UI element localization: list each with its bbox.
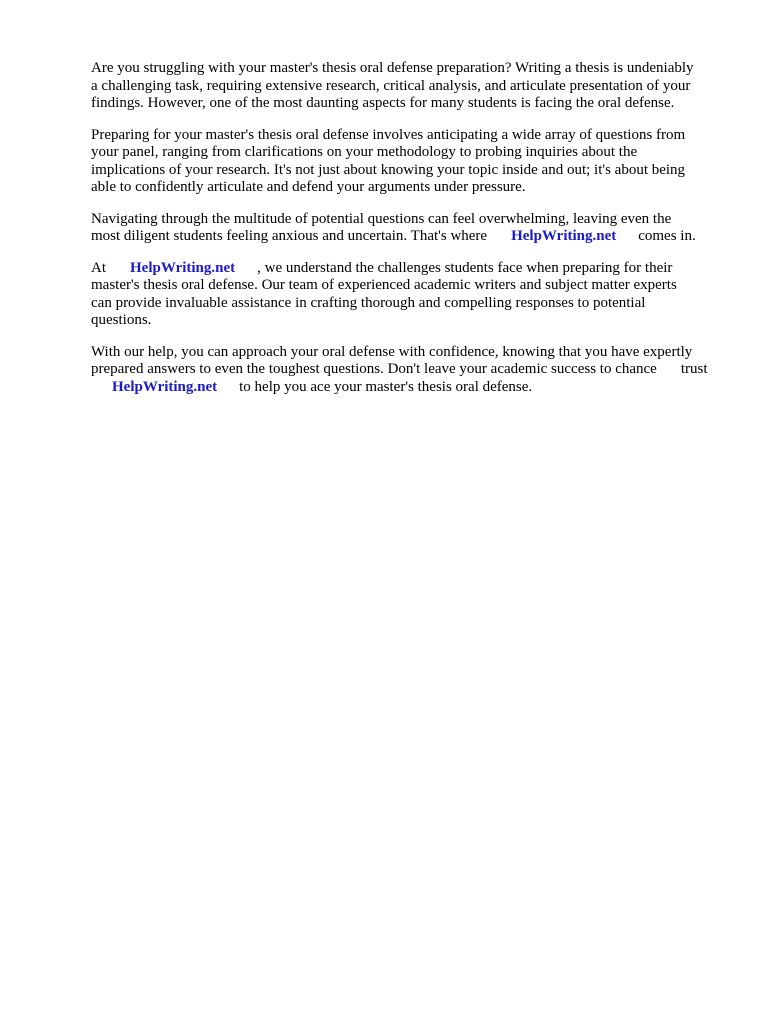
text-segment: , we understand the challenges students face when preparing for their: [257, 259, 673, 276]
text-line: Are you struggling with your master's thesis oral defense preparation? Writing a thesis is undeniably: [91, 60, 694, 76]
text-line: Preparing for your master's thesis oral defense involves anticipating a wide array of questions from: [91, 126, 686, 143]
text-segment: prepared answers to even the toughest questions. Don't leave your academic success to chance: [91, 361, 657, 377]
text-line: [91, 379, 731, 397]
text-line: [91, 361, 731, 379]
helpwriting-link[interactable]: HelpWriting.net: [112, 378, 218, 395]
paragraph-navigating: [91, 211, 731, 246]
text-line: findings. However, one of the most daunting aspects for many students is facing the oral defense.: [91, 95, 675, 111]
text-line: With our help, you can approach your oral defense with confidence, knowing that you have expertly: [91, 343, 693, 360]
text-line: your panel, ranging from clarifications on your methodology to probing inquiries about the: [91, 144, 638, 160]
paragraph-intro: [91, 60, 731, 113]
document-body: [91, 60, 731, 410]
helpwriting-link[interactable]: HelpWriting.net: [130, 259, 236, 276]
text-line: [91, 228, 731, 246]
text-line: a challenging task, requiring extensive research, critical analysis, and articulate presentation of your: [91, 77, 691, 94]
paragraph-with-our-help: [91, 344, 731, 397]
helpwriting-link[interactable]: HelpWriting.net: [511, 228, 617, 244]
text-line: Navigating through the multitude of potential questions can feel overwhelming, leaving even the: [91, 210, 672, 227]
text-segment: comes in.: [638, 228, 696, 244]
text-segment: trust: [680, 361, 708, 377]
text-line: [91, 260, 731, 278]
paragraph-preparing: [91, 127, 731, 197]
text-segment: At: [91, 259, 106, 276]
text-line: implications of your research. It's not just about knowing your topic inside and out; it's about being: [91, 161, 686, 178]
text-segment: to help you ace your master's thesis oral defense.: [239, 378, 533, 395]
paragraph-at-helpwriting: [91, 260, 731, 330]
text-line: master's thesis oral defense. Our team of experienced academic writers and subject matter experts: [91, 277, 677, 293]
text-line: can provide invaluable assistance in crafting thorough and compelling responses to potential: [91, 294, 646, 311]
text-line: questions.: [91, 312, 152, 328]
text-segment: most diligent students feeling anxious and uncertain. That's where: [91, 228, 488, 244]
text-line: able to confidently articulate and defend your arguments under pressure.: [91, 179, 526, 195]
